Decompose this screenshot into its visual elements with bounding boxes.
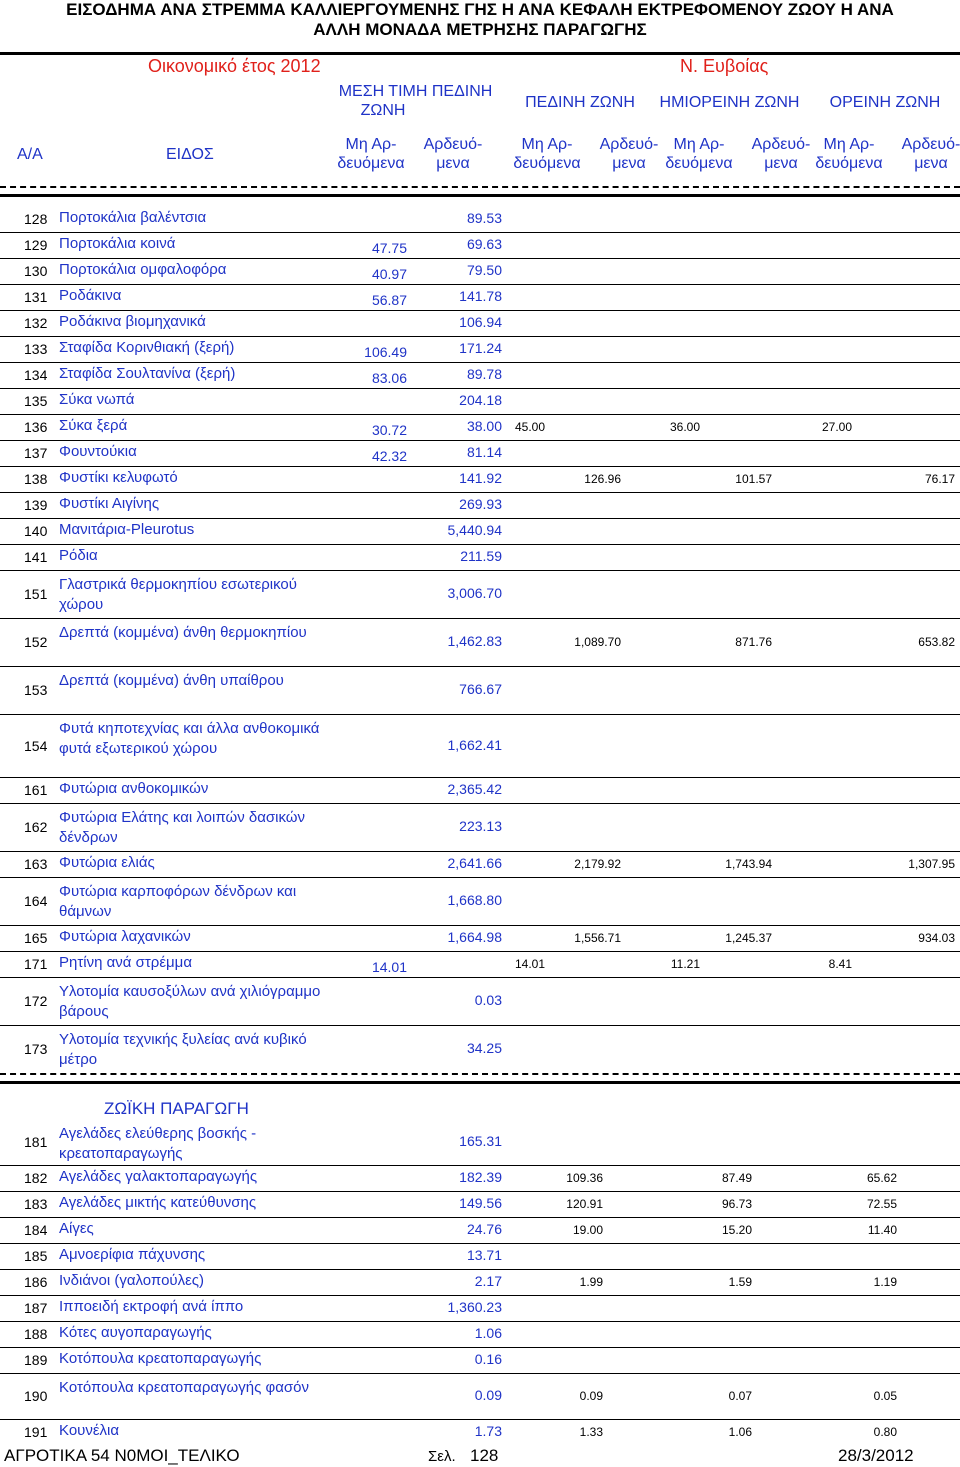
row-avg-irrigated: 211.59: [460, 548, 502, 564]
non-irrigated-header-plain-2: δευόμενα: [513, 155, 581, 172]
row2-name: Κότες αυγοπαραγωγής: [59, 1324, 212, 1341]
footer-filename: ΑΓΡΟΤΙΚΑ 54 Ν0ΜΟΙ_ΤΕΛΙΚΟ: [4, 1446, 240, 1465]
row-name: Φυτώρια ελιάς: [59, 854, 155, 871]
row-name: Μανιτάρια-Pleurotus: [59, 521, 195, 538]
title-line-2: ΑΛΛΗ ΜΟΝΑΔΑ ΜΕΤΡΗΣΗΣ ΠΑΡΑΓΩΓΗΣ: [313, 20, 647, 39]
row-avg-non-irrigated: 56.87: [371, 292, 407, 308]
row2-zone-value: 0.07: [728, 1389, 752, 1403]
row-avg-irrigated: 141.92: [459, 470, 502, 486]
row-avg-irrigated: 204.18: [459, 392, 502, 408]
row-avg-irrigated: 79.50: [466, 262, 502, 278]
row-name: Φυτά κηποτεχνίας και άλλα ανθοκομικά φυτά εξωτερικού χώρου: [59, 720, 320, 757]
row-divider: [0, 851, 960, 852]
row-name: Υλοτομία καυσοξύλων ανά χιλιόγραμμο βάρους: [59, 983, 321, 1020]
row2-name: Κοτόπουλα κρεατοπαραγωγής φασόν: [59, 1379, 309, 1396]
row2-aa: 189: [24, 1352, 48, 1368]
row-divider: [0, 666, 960, 667]
row-name: Γλαστρικά θερμοκηπίου εσωτερικού χώρου: [59, 576, 297, 613]
row-aa: 136: [24, 419, 48, 435]
row-zone-value: 1,089.70: [574, 635, 621, 649]
row2-name: Κοτόπουλα κρεατοπαραγωγής: [59, 1350, 262, 1367]
row2-zone-value: 0.09: [579, 1389, 603, 1403]
row-divider: [0, 951, 960, 952]
row-aa: 163: [24, 856, 48, 872]
row-avg-irrigated: 1,664.98: [447, 929, 502, 945]
title-line-1: ΕΙΣΟΔΗΜΑ ΑΝΑ ΣΤΡΕΜΜΑ ΚΑΛΛΙΕΡΓΟΥΜΕΝΗΣ ΓΗΣ Η ΑΝΑ ΚΕΦΑΛΗ ΕΚΤΡΕΦΟΜΕΝΟΥ ΖΩΟΥ Η ΑΝΑ: [66, 0, 894, 19]
row2-name: Κουνέλια: [59, 1422, 120, 1439]
row2-zone-value: 1.59: [728, 1275, 752, 1289]
row-name: Φουντούκια: [59, 443, 137, 460]
row-divider: [0, 803, 960, 804]
row-name: Ρητίνη ανά στρέμμα: [59, 954, 192, 971]
row-name: Ρόδια: [59, 547, 98, 564]
row2-zone-value: 0.80: [873, 1425, 897, 1439]
row2-divider: [0, 1243, 960, 1244]
row-avg-irrigated: 34.25: [466, 1040, 502, 1056]
row-divider: [0, 570, 960, 571]
row2-aa: 181: [24, 1134, 48, 1150]
row-avg-non-irrigated: 14.01: [371, 959, 407, 975]
row-name: Ροδάκινα βιομηχανικά: [59, 313, 206, 330]
row2-name: Αγελάδες γαλακτοπαραγωγής: [59, 1168, 258, 1185]
row2-aa: 184: [24, 1222, 48, 1238]
row-avg-irrigated: 5,440.94: [447, 522, 502, 538]
row-avg-irrigated: 38.00: [466, 418, 502, 434]
row2-aa: 186: [24, 1274, 48, 1290]
row2-aa: 183: [24, 1196, 48, 1212]
row2-divider: [0, 1347, 960, 1348]
row-name: Υλοτομία τεχνικής ξυλείας ανά κυβικό μέτρο: [59, 1031, 307, 1068]
row2-divider: [0, 1419, 960, 1420]
row2-avg-irrigated: 24.76: [466, 1221, 502, 1237]
row2-name: Αγελάδες ελεύθερης βοσκής - κρεατοπαραγωγής: [59, 1125, 257, 1162]
non-irrigated-header-mountain: Μη Αρ-: [823, 136, 875, 153]
row2-zone-value: 1.33: [579, 1425, 603, 1439]
header-dashed-rule: [0, 186, 960, 188]
row2-name: Ιπποειδή εκτροφή ανά ίππο: [59, 1298, 244, 1315]
row-aa: 138: [24, 471, 48, 487]
row2-zone-value: 1.19: [873, 1275, 897, 1289]
row2-aa: 182: [24, 1170, 48, 1186]
row-avg-irrigated: 0.03: [474, 992, 502, 1008]
row2-avg-irrigated: 1.73: [474, 1423, 502, 1439]
row-aa: 162: [24, 819, 48, 835]
row-aa: 172: [24, 993, 48, 1009]
row-divider: [0, 1025, 960, 1026]
row2-avg-irrigated: 0.09: [474, 1387, 502, 1403]
row-aa: 152: [24, 634, 48, 650]
row2-avg-irrigated: 13.71: [466, 1247, 502, 1263]
row-aa: 141: [24, 549, 48, 565]
type-header: ΕΙΔΟΣ: [166, 146, 214, 163]
row-zone-value: 1,556.71: [574, 931, 621, 945]
row-name: Πορτοκάλια κοινά: [59, 235, 176, 252]
row-name: Σύκα νωπά: [59, 391, 135, 408]
row-avg-irrigated: 3,006.70: [447, 585, 502, 601]
row-divider: [0, 258, 960, 259]
row-name: Σταφίδα Σουλτανίνα (ξερή): [59, 365, 236, 382]
row-aa: 161: [24, 782, 48, 798]
row-avg-non-irrigated: 30.72: [371, 422, 407, 438]
row2-aa: 188: [24, 1326, 48, 1342]
row-avg-irrigated: 1,462.83: [447, 633, 502, 649]
row-divider: [0, 466, 960, 467]
row2-avg-irrigated: 1.06: [474, 1325, 502, 1341]
row-name: Δρεπτά (κομμένα) άνθη θερμοκηπίου: [59, 624, 307, 641]
footer-date: 28/3/2012: [838, 1446, 914, 1465]
row-aa: 171: [24, 956, 48, 972]
irrigated-header-mountain: Αρδευό-: [901, 136, 960, 153]
row2-zone-value: 0.05: [873, 1389, 897, 1403]
row2-zone-value: 109.36: [566, 1171, 603, 1185]
row-name: Πορτοκάλια ομφαλοφόρα: [59, 261, 227, 278]
row-divider: [0, 618, 960, 619]
row-avg-non-irrigated: 106.49: [364, 344, 407, 360]
irrigated-header-avg: Αρδευό-: [423, 136, 483, 153]
row2-zone-value: 87.49: [721, 1171, 752, 1185]
row2-name: Ινδιάνοι (γαλοπούλες): [59, 1272, 205, 1289]
row-divider: [0, 544, 960, 545]
row-avg-non-irrigated: 40.97: [371, 266, 407, 282]
row-zone-value: 2,179.92: [574, 857, 621, 871]
row-avg-non-irrigated: 47.75: [371, 240, 407, 256]
row2-zone-value: 96.73: [721, 1197, 752, 1211]
row-avg-irrigated: 223.13: [459, 818, 502, 834]
row-divider: [0, 414, 960, 415]
row2-zone-value: 11.40: [867, 1223, 897, 1237]
row-aa: 140: [24, 523, 48, 539]
livestock-section-title: ΖΩΪΚΗ ΠΑΡΑΓΩΓΗ: [104, 1099, 249, 1118]
header-bottom-rule: [0, 194, 960, 197]
row-avg-irrigated: 2,641.66: [447, 855, 502, 871]
row-name: Φυτώρια Ελάτης και λοιπών δασικών δένδρων: [59, 809, 306, 846]
row-aa: 135: [24, 393, 48, 409]
non-irrigated-header-semi-2: δευόμενα: [665, 155, 733, 172]
non-irrigated-header-avg: Μη Αρ-: [345, 136, 397, 153]
row-zone-value: 871.76: [735, 635, 772, 649]
row-zone-value: 1,307.95: [908, 857, 955, 871]
row-name: Φυτώρια ανθοκομικών: [59, 780, 209, 797]
row-name: Σύκα ξερά: [59, 417, 128, 434]
row-zone-value: 45.00: [514, 420, 545, 434]
row-divider: [0, 518, 960, 519]
row-zone-value: 11.21: [670, 957, 700, 971]
irrigated-header-plain: Αρδευό-: [599, 136, 659, 153]
footer-page-label: Σελ.: [428, 1448, 456, 1465]
row-divider: [0, 492, 960, 493]
avg-price-header-1: ΜΕΣΗ ΤΙΜΗ ΠΕΔΙΝΗ: [338, 83, 493, 100]
row-aa: 134: [24, 367, 48, 383]
row2-avg-irrigated: 165.31: [459, 1133, 502, 1149]
row-aa: 128: [24, 211, 48, 227]
row2-zone-value: 19.00: [572, 1223, 603, 1237]
row-zone-value: 1,245.37: [725, 931, 772, 945]
irrigated-header-semi: Αρδευό-: [751, 136, 811, 153]
row-aa: 129: [24, 237, 48, 253]
row-zone-value: 126.96: [584, 472, 621, 486]
non-irrigated-header-semi: Μη Αρ-: [673, 136, 725, 153]
row2-avg-irrigated: 182.39: [459, 1169, 502, 1185]
irrigated-header-mountain-2: μενα: [914, 155, 948, 172]
row-aa: 154: [24, 737, 48, 754]
row-zone-value: 14.01: [514, 957, 545, 971]
irrigated-header-semi-2: μενα: [764, 155, 798, 172]
row2-divider: [0, 1269, 960, 1270]
row2-aa: 191: [24, 1424, 48, 1440]
row2-divider: [0, 1295, 960, 1296]
row-avg-irrigated: 141.78: [459, 288, 502, 304]
row-aa: 153: [24, 682, 48, 698]
row-name: Σταφίδα Κορινθιακή (ξερή): [59, 339, 235, 356]
row-zone-value: 27.00: [821, 420, 852, 434]
fiscal-year: Οικονομικό έτος 2012: [148, 56, 321, 76]
row-avg-irrigated: 269.93: [459, 496, 502, 512]
row-name: Ροδάκινα: [59, 287, 122, 304]
row-divider: [0, 336, 960, 337]
row2-divider: [0, 1217, 960, 1218]
section-dashed-rule: [0, 1073, 960, 1075]
row2-aa: 185: [24, 1248, 48, 1264]
zone-plain-header: ΠΕΔΙΝΗ ΖΩΝΗ: [525, 94, 635, 111]
row-avg-irrigated: 1,668.80: [447, 892, 502, 908]
row-aa: 130: [24, 263, 48, 279]
row-aa: 173: [24, 1041, 48, 1057]
irrigated-header-avg-2: μενα: [436, 155, 470, 172]
row-avg-irrigated: 106.94: [459, 314, 502, 330]
row2-divider: [0, 1373, 960, 1374]
row-name: Φυτώρια καρποφόρων δένδρων και θάμνων: [59, 883, 297, 920]
row-avg-irrigated: 766.67: [459, 681, 502, 697]
row2-zone-value: 72.55: [866, 1197, 897, 1211]
row2-zone-value: 120.91: [566, 1197, 603, 1211]
row-zone-value: 653.82: [918, 635, 955, 649]
row-aa: 131: [24, 289, 48, 305]
row-avg-irrigated: 2,365.42: [447, 781, 502, 797]
row2-avg-irrigated: 149.56: [459, 1195, 502, 1211]
row-divider: [0, 714, 960, 715]
row-aa: 165: [24, 930, 48, 946]
row-divider: [0, 284, 960, 285]
row-name: Φυτώρια λαχανικών: [59, 928, 191, 945]
irrigated-header-plain-2: μενα: [612, 155, 646, 172]
prefecture: Ν. Ευβοίας: [680, 56, 769, 76]
row2-zone-value: 1.06: [728, 1425, 752, 1439]
row-divider: [0, 310, 960, 311]
row2-divider: [0, 1165, 960, 1166]
row2-aa: 187: [24, 1300, 48, 1316]
non-irrigated-header-mountain-2: δευόμενα: [815, 155, 883, 172]
section-rule: [0, 1081, 960, 1084]
row-avg-non-irrigated: 42.32: [371, 448, 407, 464]
row-divider: [0, 232, 960, 233]
row-zone-value: 76.17: [924, 472, 955, 486]
row2-name: Αμνοερίφια πάχυνσης: [59, 1246, 206, 1263]
row-zone-value: 36.00: [669, 420, 700, 434]
row-aa: 133: [24, 341, 48, 357]
row-name: Πορτοκάλια βαλέντσια: [59, 209, 207, 226]
avg-price-header-2: ΖΩΝΗ: [360, 102, 406, 119]
row2-avg-irrigated: 2.17: [474, 1273, 502, 1289]
row2-divider: [0, 1191, 960, 1192]
row-aa: 151: [24, 586, 48, 602]
row2-zone-value: 15.20: [721, 1223, 752, 1237]
row-divider: [0, 440, 960, 441]
row-divider: [0, 877, 960, 878]
row-zone-value: 934.03: [918, 931, 955, 945]
row-name: Δρεπτά (κομμένα) άνθη υπαίθρου: [59, 672, 284, 689]
row2-aa: 190: [24, 1388, 48, 1404]
row2-name: Αίγες: [59, 1220, 94, 1237]
row2-name: Αγελάδες μικτής κατεύθυνσης: [59, 1194, 257, 1211]
row-avg-irrigated: 69.63: [466, 236, 502, 252]
row-avg-non-irrigated: 83.06: [371, 370, 407, 386]
row2-divider: [0, 1321, 960, 1322]
row-aa: 164: [24, 893, 48, 909]
row-name: Φυστίκι κελυφωτό: [59, 469, 178, 486]
row-divider: [0, 388, 960, 389]
non-irrigated-header-avg-2: δευόμενα: [337, 155, 405, 172]
row2-avg-irrigated: 1,360.23: [447, 1299, 502, 1315]
row-zone-value: 101.57: [735, 472, 772, 486]
header-top-rule: [0, 52, 960, 55]
row-avg-irrigated: 171.24: [459, 340, 502, 356]
row-aa: 132: [24, 315, 48, 331]
row-aa: 139: [24, 497, 48, 513]
zone-semi-header: ΗΜΙΟΡΕΙΝΗ ΖΩΝΗ: [659, 94, 800, 111]
zone-mountain-header: ΟΡΕΙΝΗ ΖΩΝΗ: [829, 94, 941, 111]
row-divider: [0, 925, 960, 926]
row-zone-value: 8.41: [828, 957, 852, 971]
row-divider: [0, 777, 960, 778]
row-avg-irrigated: 81.14: [466, 444, 502, 460]
row2-avg-irrigated: 0.16: [474, 1351, 502, 1367]
row-avg-irrigated: 1,662.41: [447, 736, 502, 753]
row-name: Φυστίκι Αιγίνης: [59, 495, 160, 512]
row2-zone-value: 1.99: [579, 1275, 603, 1289]
row-divider: [0, 977, 960, 978]
aa-header: Α/Α: [17, 146, 43, 163]
row-avg-irrigated: 89.53: [466, 210, 502, 226]
row-divider: [0, 362, 960, 363]
row2-zone-value: 65.62: [866, 1171, 897, 1185]
row-zone-value: 1,743.94: [725, 857, 772, 871]
footer-page-number: 128: [470, 1446, 499, 1465]
row-aa: 137: [24, 445, 48, 461]
non-irrigated-header-plain: Μη Αρ-: [521, 136, 573, 153]
row-avg-irrigated: 89.78: [466, 366, 502, 382]
